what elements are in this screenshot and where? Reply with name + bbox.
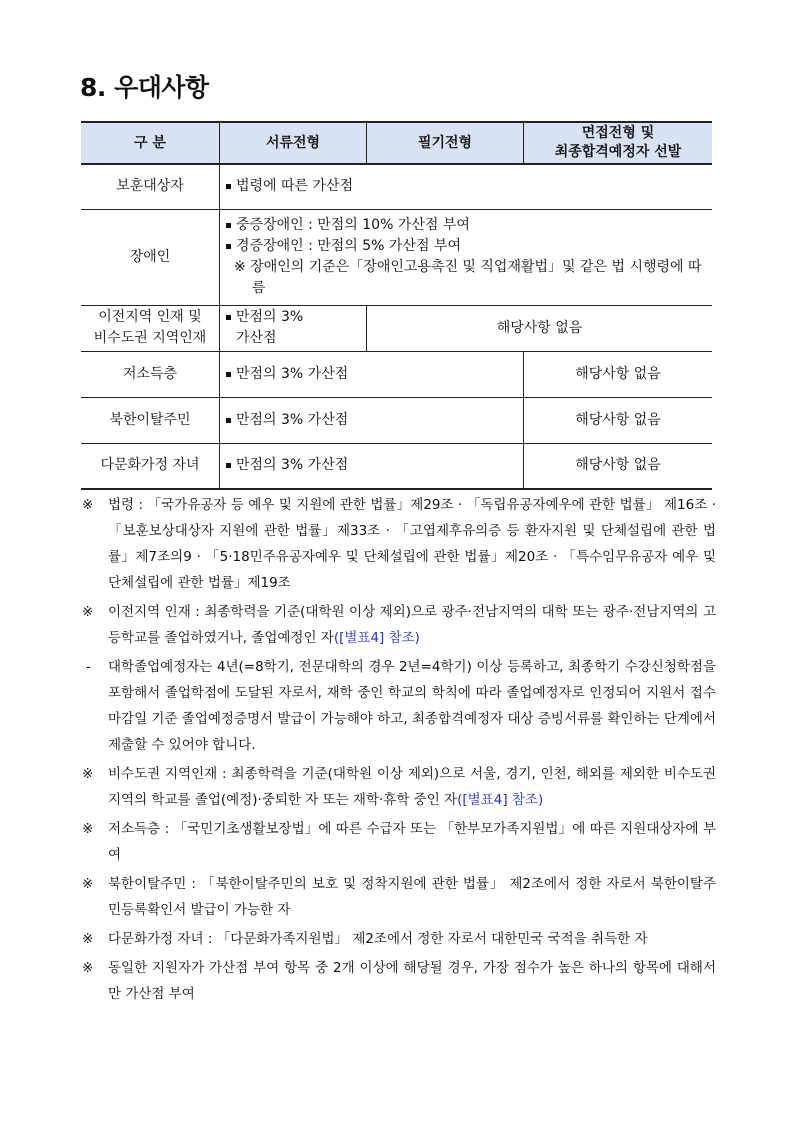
row-category: 다문화가정 자녀 xyxy=(81,443,220,489)
row-benefit xyxy=(220,305,367,351)
note-text: 비수도권 지역인재 : 최종학력을 기준(대학원 이상 제외)으로 서울, 경기, 인천, 해외를 제외한 비수도권 지역의 학교를 졸업(예정)·중퇴한 자 또는 재학·휴학 중인 자 xyxy=(108,766,716,808)
note-item xyxy=(82,492,716,596)
row-not-applicable: 해당사항 없음 xyxy=(524,351,713,397)
note-item xyxy=(82,926,716,952)
note-mark: ※ xyxy=(82,497,94,513)
section-title: 8. 우대사항 xyxy=(80,73,209,102)
note-item xyxy=(82,871,716,923)
note-mark: ※ xyxy=(82,960,94,976)
benefit-item: 만점의 3% 가산점 xyxy=(224,455,519,476)
row-benefit xyxy=(220,397,524,443)
table-row xyxy=(81,305,712,351)
row-category: 이전지역 인재 및 비수도권 지역인재 xyxy=(81,305,220,351)
table-header-row xyxy=(81,122,712,164)
note-text: 북한이탈주민 : 「북한이탈주민의 보호 및 정착지원에 관한 법률」 제2조에서 정한 자로서 북한이탈주민등록확인서 발급이 가능한 자 xyxy=(108,876,716,918)
note-text: 다문화가정 자녀 : 「다문화가족지원법」 제2조에서 정한 자로서 대한민국 국적을 취득한 자 xyxy=(108,931,648,947)
notes-section xyxy=(82,492,716,1010)
header-written: 필기전형 xyxy=(367,122,524,164)
row-category: 보훈대상자 xyxy=(81,164,220,209)
benefit-item: 중증장애인 : 만점의 10% 가산점 부여 xyxy=(224,215,708,236)
row-benefit xyxy=(220,443,524,489)
note-mark: ※ xyxy=(82,876,94,892)
row-not-applicable: 해당사항 없음 xyxy=(524,397,713,443)
header-interview: 면접전형 및 최종합격예정자 선발 xyxy=(524,122,713,164)
row-not-applicable: 해당사항 없음 xyxy=(367,305,713,351)
benefit-item: 만점의 3% 가산점 xyxy=(224,364,519,385)
row-category: 저소득층 xyxy=(81,351,220,397)
table-row xyxy=(81,397,712,443)
benefit-item: 만점의 3% 가산점 xyxy=(224,307,362,349)
row-category: 북한이탈주민 xyxy=(81,397,220,443)
note-item xyxy=(82,955,716,1007)
header-category: 구 분 xyxy=(81,122,220,164)
benefit-note: ※ 장애인의 기준은「장애인고용촉진 및 직업재활법」및 같은 법 시행령에 따름 xyxy=(234,259,702,296)
benefit-item: 만점의 3% 가산점 xyxy=(224,410,519,431)
note-mark: ※ xyxy=(82,821,94,837)
note-item xyxy=(82,599,716,651)
row-benefit xyxy=(220,164,713,209)
note-text: 대학졸업예정자는 4년(=8학기, 전문대학의 경우 2년=4학기) 이상 등록하고, 최종학기 수강신청학점을 포함해서 졸업학점에 도달된 자로서, 재학 중인 학교의 학칙에 따라 졸업예정자로 인정되어 지원서 접수 마감일 기준 졸업예정증명서 발급이 가능해야 하고, 최종합격예정자 대상 증빙서류를 확인하는 단계에서 제출할 수 있어야 합니다. xyxy=(108,659,716,753)
note-text: 이전지역 인재 : 최종학력을 기준(대학원 이상 제외)으로 광주·전남지역의 대학 또는 광주·전남지역의 고등학교를 졸업하였거나, 졸업예정인 자 xyxy=(108,604,716,646)
note-text: 저소득층 : 「국민기초생활보장법」에 따른 수급자 또는 「한부모가족지원법」에 따른 지원대상자에 부여 xyxy=(108,821,716,863)
appendix-reference: ([별표4] 참조) xyxy=(457,792,544,808)
note-item xyxy=(82,654,716,758)
table-row xyxy=(81,164,712,209)
preference-table xyxy=(81,121,712,490)
note-mark: ※ xyxy=(82,931,94,947)
row-benefit xyxy=(220,209,713,305)
benefit-item: 경증장애인 : 만점의 5% 가산점 부여 xyxy=(224,236,708,257)
table-row xyxy=(81,351,712,397)
table-row xyxy=(81,209,712,305)
row-benefit xyxy=(220,351,524,397)
note-text: 동일한 지원자가 가산점 부여 항목 중 2개 이상에 해당될 경우, 가장 점수가 높은 하나의 항목에 대해서만 가산점 부여 xyxy=(108,960,716,1002)
note-item xyxy=(82,816,716,868)
note-mark: - xyxy=(86,659,91,675)
benefit-item: 법령에 따른 가산점 xyxy=(224,176,708,197)
appendix-reference: ([별표4] 참조) xyxy=(333,630,420,646)
table-row xyxy=(81,443,712,489)
note-item xyxy=(82,761,716,813)
row-not-applicable: 해당사항 없음 xyxy=(524,443,713,489)
note-mark: ※ xyxy=(82,604,94,620)
header-document: 서류전형 xyxy=(220,122,367,164)
note-mark: ※ xyxy=(82,766,94,782)
row-category: 장애인 xyxy=(81,209,220,305)
note-text: 법령 : 「국가유공자 등 예우 및 지원에 관한 법률」제29조 · 「독립유공자예우에 관한 법률」 제16조 · 「보훈보상대상자 지원에 관한 법률」제33조 · 「고엽제후유의증 등 환자지원 및 단체설립에 관한 법률」제7조의9 · 「5·18민주유공자예우 및 단체설립에 관한 법률」제20조 · 「특수임무유공자 예우 및 단체설립에 관한 법률」제19조 xyxy=(108,497,716,591)
